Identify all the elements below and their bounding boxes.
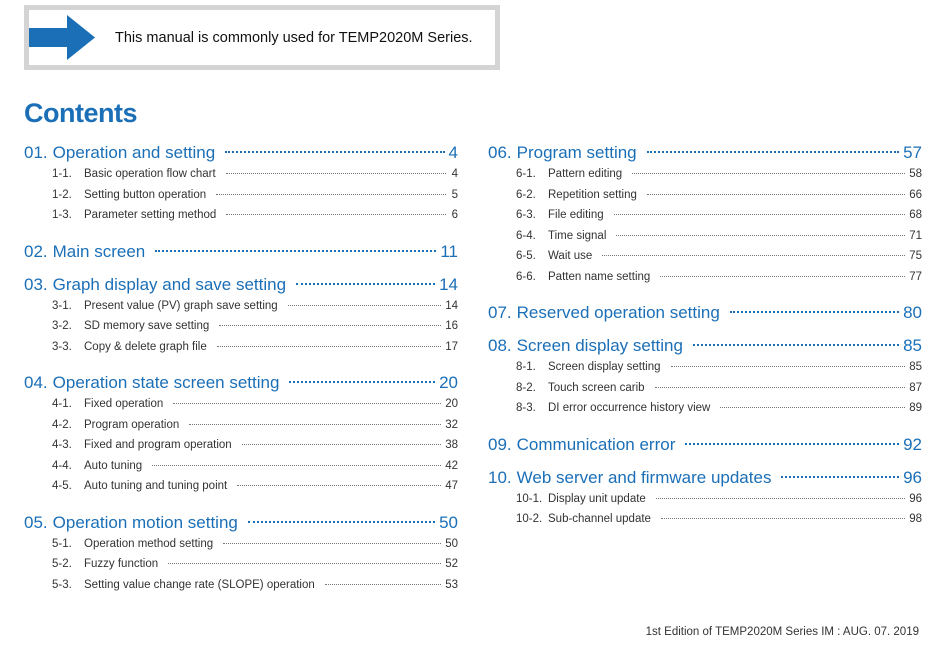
subsection-page-number: 58 <box>909 168 922 180</box>
subsection-number: 8-1. <box>516 361 536 373</box>
subsection-number: 8-3. <box>516 402 536 414</box>
subsection-page-number: 87 <box>909 381 922 394</box>
subsection-page-number: 96 <box>909 492 922 505</box>
dot-leader <box>173 403 441 404</box>
section-title: Screen display setting <box>516 336 683 355</box>
section-title: Operation motion setting <box>52 512 238 532</box>
subsection-number: 10-1. <box>516 492 543 505</box>
toc-subsection-entry[interactable] <box>24 189 458 210</box>
dot-leader <box>237 485 441 486</box>
subsection-title: Touch screen carib <box>548 381 645 394</box>
toc-subsection-entry[interactable] <box>488 361 922 382</box>
subsection-title: DI error occurrence history view <box>548 402 711 414</box>
toc-subsection-entry[interactable] <box>24 460 458 481</box>
section-title: Operation and setting <box>52 143 216 162</box>
dot-leader <box>289 381 435 383</box>
dot-leader <box>656 498 905 499</box>
subsection-page-number: 66 <box>909 188 922 201</box>
toc-section-entry[interactable] <box>488 143 922 164</box>
section-number: 07. <box>488 303 512 322</box>
toc-subsection-entry[interactable] <box>24 341 458 362</box>
dot-leader <box>248 521 435 523</box>
dot-leader <box>155 250 436 252</box>
subsection-number: 6-2. <box>516 188 536 201</box>
subsection-title: Program operation <box>84 418 180 431</box>
subsection-page-number: 6 <box>451 209 458 221</box>
toc-subsection-entry[interactable] <box>24 300 458 321</box>
section-page-number: 14 <box>439 274 458 294</box>
section-page-number: 20 <box>439 373 458 392</box>
toc-section-entry[interactable] <box>24 373 458 394</box>
subsection-number: 10-2. <box>516 513 543 525</box>
toc-column-left <box>24 143 458 599</box>
section-title: Web server and firmware updates <box>516 467 772 487</box>
dot-leader <box>616 235 905 236</box>
subsection-page-number: 85 <box>909 361 922 373</box>
subsection-page-number: 14 <box>445 299 458 312</box>
toc-subsection-entry[interactable] <box>488 168 922 189</box>
dot-leader <box>226 173 446 174</box>
section-number: 09. <box>488 434 512 454</box>
section-number: 10. <box>488 467 512 487</box>
subsection-page-number: 47 <box>445 480 458 492</box>
subsection-page-number: 71 <box>909 229 922 242</box>
subsection-page-number: 50 <box>445 537 458 550</box>
dot-leader <box>168 563 441 564</box>
toc-subsection-entry[interactable] <box>488 250 922 271</box>
section-page-number: 4 <box>448 143 458 162</box>
dot-leader <box>226 214 446 215</box>
toc-subsection-entry[interactable] <box>488 382 922 403</box>
section-title: Main screen <box>52 241 146 261</box>
subsection-title: Wait use <box>548 250 593 262</box>
section-page-number: 92 <box>903 434 922 454</box>
toc-subsection-entry[interactable] <box>24 558 458 579</box>
subsection-title: Fuzzy function <box>84 558 159 570</box>
subsection-number: 8-2. <box>516 381 536 394</box>
dot-leader <box>660 276 905 277</box>
subsection-title: Repetition setting <box>548 188 637 201</box>
dot-leader <box>730 311 899 313</box>
subsection-number: 5-3. <box>52 578 72 591</box>
toc-subsection-entry[interactable] <box>24 320 458 341</box>
dot-leader <box>325 584 441 585</box>
section-number: 01. <box>24 143 48 162</box>
dot-leader <box>671 366 906 367</box>
subsection-page-number: 77 <box>909 270 922 283</box>
section-number: 04. <box>24 373 48 392</box>
dot-leader <box>647 151 899 153</box>
subsection-number: 6-5. <box>516 250 536 262</box>
subsection-title: Copy & delete graph file <box>84 340 207 353</box>
subsection-page-number: 89 <box>909 402 922 414</box>
right-arrow-icon <box>29 15 99 60</box>
toc-subsection-entry[interactable] <box>488 189 922 210</box>
subsection-number: 3-3. <box>52 340 72 353</box>
toc-subsection-entry[interactable] <box>24 439 458 460</box>
section-number: 06. <box>488 143 512 162</box>
dot-leader <box>288 305 442 306</box>
subsection-number: 4-3. <box>52 439 72 451</box>
subsection-title: Setting value change rate (SLOPE) operation <box>84 578 315 591</box>
dot-leader <box>720 407 905 408</box>
dot-leader <box>296 283 435 285</box>
subsection-number: 5-2. <box>52 558 72 570</box>
toc-column-right <box>488 143 922 534</box>
subsection-page-number: 38 <box>445 439 458 451</box>
section-number: 02. <box>24 241 48 261</box>
subsection-number: 6-6. <box>516 270 536 283</box>
subsection-title: Screen display setting <box>548 361 661 373</box>
subsection-page-number: 98 <box>909 513 922 525</box>
subsection-number: 4-1. <box>52 398 72 410</box>
subsection-number: 4-2. <box>52 418 72 431</box>
dot-leader <box>219 325 441 326</box>
subsection-page-number: 52 <box>445 558 458 570</box>
manual-notice-banner <box>24 5 500 70</box>
toc-subsection-entry[interactable] <box>24 538 458 559</box>
dot-leader <box>152 465 441 466</box>
subsection-title: Auto tuning and tuning point <box>84 480 228 492</box>
dot-leader <box>217 346 441 347</box>
section-page-number: 96 <box>903 467 922 487</box>
toc-subsection-entry[interactable] <box>24 579 458 600</box>
subsection-title: SD memory save setting <box>84 320 210 332</box>
toc-section-entry[interactable] <box>488 303 922 324</box>
section-page-number: 11 <box>440 241 458 261</box>
dot-leader <box>602 255 905 256</box>
toc-subsection-entry[interactable] <box>24 419 458 440</box>
banner-text: This manual is commonly used for TEMP2020M Series. <box>115 30 473 46</box>
section-title: Graph display and save setting <box>52 274 287 294</box>
subsection-page-number: 68 <box>909 209 922 221</box>
subsection-number: 5-1. <box>52 537 72 550</box>
dot-leader <box>614 214 906 215</box>
toc-subsection-entry[interactable] <box>24 398 458 419</box>
subsection-number: 4-4. <box>52 459 72 472</box>
subsection-page-number: 17 <box>445 340 458 353</box>
subsection-page-number: 42 <box>445 459 458 472</box>
toc-subsection-entry[interactable] <box>488 493 922 514</box>
subsection-title: Pattern editing <box>548 168 623 180</box>
toc-subsection-entry[interactable] <box>488 271 922 292</box>
section-title: Communication error <box>516 434 676 454</box>
toc-subsection-entry[interactable] <box>24 168 458 189</box>
subsection-title: Patten name setting <box>548 270 651 283</box>
dot-leader <box>216 194 446 195</box>
section-title: Program setting <box>516 143 637 162</box>
section-page-number: 57 <box>903 143 922 162</box>
toc-subsection-entry[interactable] <box>488 230 922 251</box>
toc-section-entry[interactable] <box>488 435 922 456</box>
subsection-title: Fixed operation <box>84 398 164 410</box>
toc-subsection-entry[interactable] <box>488 209 922 230</box>
dot-leader <box>225 151 444 153</box>
subsection-number: 6-3. <box>516 209 536 221</box>
section-title: Operation state screen setting <box>52 373 280 392</box>
subsection-number: 6-1. <box>516 168 536 180</box>
subsection-page-number: 20 <box>445 398 458 410</box>
toc-subsection-entry[interactable] <box>24 209 458 230</box>
contents-title: Contents <box>24 98 137 128</box>
subsection-page-number: 4 <box>451 168 458 180</box>
toc-section-entry[interactable] <box>488 336 922 357</box>
subsection-number: 4-5. <box>52 480 72 492</box>
subsection-title: Auto tuning <box>84 459 143 472</box>
subsection-title: File editing <box>548 209 604 221</box>
section-page-number: 85 <box>903 336 922 355</box>
subsection-page-number: 75 <box>909 250 922 262</box>
subsection-title: Parameter setting method <box>84 209 217 221</box>
toc-section-entry[interactable] <box>24 242 458 263</box>
subsection-page-number: 16 <box>445 320 458 332</box>
dot-leader <box>242 444 442 445</box>
subsection-number: 1-2. <box>52 188 72 201</box>
subsection-title: Setting button operation <box>84 188 207 201</box>
subsection-page-number: 53 <box>445 578 458 591</box>
subsection-number: 1-3. <box>52 209 72 221</box>
toc-section-entry[interactable] <box>24 513 458 534</box>
subsection-number: 3-2. <box>52 320 72 332</box>
toc-section-entry[interactable] <box>24 143 458 164</box>
edition-note: 1st Edition of TEMP2020M Series IM : AUG. 07. 2019 <box>645 626 919 638</box>
section-number: 08. <box>488 336 512 355</box>
subsection-title: Sub-channel update <box>548 513 651 525</box>
subsection-title: Operation method setting <box>84 537 214 550</box>
dot-leader <box>632 173 905 174</box>
subsection-page-number: 32 <box>445 418 458 431</box>
subsection-title: Fixed and program operation <box>84 439 232 451</box>
subsection-page-number: 5 <box>451 188 458 201</box>
dot-leader <box>693 344 899 346</box>
toc-section-entry[interactable] <box>488 468 922 489</box>
dot-leader <box>685 443 899 445</box>
dot-leader <box>647 194 905 195</box>
toc-subsection-entry[interactable] <box>488 402 922 423</box>
dot-leader <box>661 518 905 519</box>
section-number: 03. <box>24 274 48 294</box>
subsection-title: Time signal <box>548 229 607 242</box>
toc-subsection-entry[interactable] <box>24 480 458 501</box>
subsection-title: Display unit update <box>548 492 646 505</box>
subsection-number: 6-4. <box>516 229 536 242</box>
subsection-number: 1-1. <box>52 168 72 180</box>
toc-section-entry[interactable] <box>24 275 458 296</box>
dot-leader <box>655 387 906 388</box>
toc-subsection-entry[interactable] <box>488 513 922 534</box>
section-number: 05. <box>24 512 48 532</box>
dot-leader <box>781 476 899 478</box>
dot-leader <box>223 543 441 544</box>
subsection-title: Basic operation flow chart <box>84 168 216 180</box>
banner-inner <box>29 10 495 65</box>
section-page-number: 80 <box>903 303 922 322</box>
subsection-title: Present value (PV) graph save setting <box>84 299 278 312</box>
dot-leader <box>189 424 441 425</box>
subsection-number: 3-1. <box>52 299 72 312</box>
section-title: Reserved operation setting <box>516 303 720 322</box>
section-page-number: 50 <box>439 512 458 532</box>
